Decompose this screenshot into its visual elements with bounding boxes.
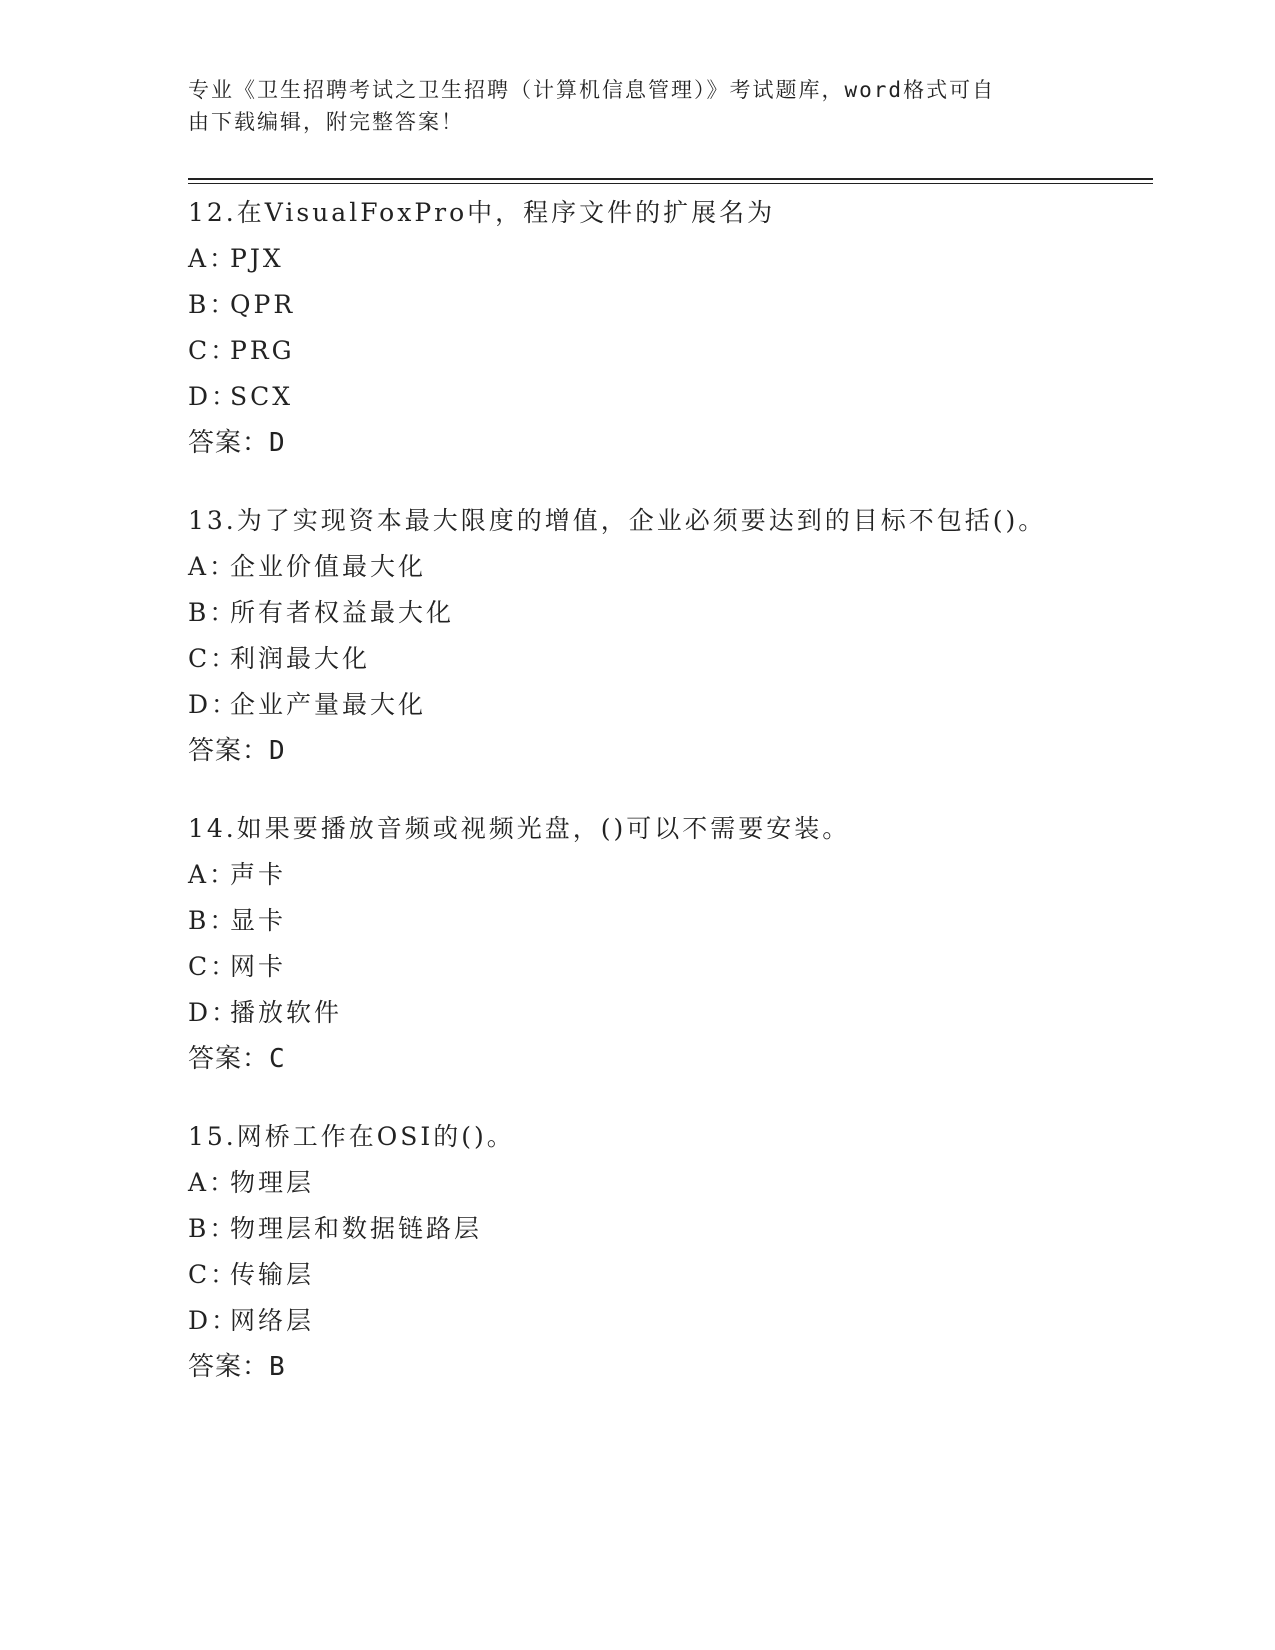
- option-text: QPR: [230, 290, 296, 319]
- option-text: 物理层: [230, 1168, 315, 1197]
- option-c: [188, 328, 1148, 374]
- answer-line: 答案：C: [188, 1044, 286, 1074]
- option-text: 企业价值最大化: [230, 552, 427, 581]
- option-text: 网络层: [230, 1306, 315, 1335]
- option-d: [188, 1298, 1148, 1344]
- option-text: 利润最大化: [230, 644, 371, 673]
- option-letter: A：: [188, 244, 238, 273]
- answer-line: 答案：B: [188, 1352, 286, 1382]
- option-letter: A：: [188, 860, 238, 889]
- option-letter: D：: [188, 382, 240, 411]
- option-letter: B：: [188, 290, 238, 319]
- option-text: 显卡: [230, 906, 287, 935]
- header-line-2: 由下载编辑，附完整答案！: [188, 110, 464, 134]
- option-text: 传输层: [230, 1260, 315, 1289]
- option-text: 企业产量最大化: [230, 690, 427, 719]
- header-rule-thin: [188, 183, 1153, 184]
- option-b: [188, 898, 1148, 944]
- option-a: [188, 236, 1148, 282]
- answer-line: 答案：D: [188, 428, 286, 458]
- option-letter: B：: [188, 598, 238, 627]
- option-letter: B：: [188, 1214, 238, 1243]
- option-text: 物理层和数据链路层: [230, 1214, 483, 1243]
- option-c: [188, 944, 1148, 990]
- option-letter: B：: [188, 906, 238, 935]
- option-letter: A：: [188, 552, 238, 581]
- option-letter: C：: [188, 1260, 239, 1289]
- option-d: [188, 990, 1148, 1036]
- option-text: 所有者权益最大化: [230, 598, 455, 627]
- question-13: [188, 498, 1148, 774]
- option-c: [188, 1252, 1148, 1298]
- option-letter: C：: [188, 644, 239, 673]
- option-text: PJX: [230, 244, 284, 273]
- option-text: 声卡: [230, 860, 287, 889]
- option-letter: C：: [188, 952, 239, 981]
- question-list: [188, 190, 1148, 1422]
- option-b: [188, 590, 1148, 636]
- option-a: [188, 1160, 1148, 1206]
- question-text: 15.网桥工作在OSI的()。: [188, 1122, 515, 1151]
- option-d: [188, 682, 1148, 728]
- option-d: [188, 374, 1148, 420]
- header-line-1: 专业《卫生招聘考试之卫生招聘（计算机信息管理）》考试题库，word格式可自: [188, 78, 996, 102]
- question-15: [188, 1114, 1148, 1390]
- question-text: 12.在VisualFoxPro中，程序文件的扩展名为: [188, 198, 776, 227]
- option-letter: D：: [188, 998, 240, 1027]
- header-rule-thick: [188, 178, 1153, 180]
- option-letter: D：: [188, 690, 240, 719]
- option-letter: D：: [188, 1306, 240, 1335]
- option-b: [188, 282, 1148, 328]
- option-text: 播放软件: [230, 998, 343, 1027]
- question-text: 14.如果要播放音频或视频光盘，()可以不需要安装。: [188, 814, 851, 843]
- option-c: [188, 636, 1148, 682]
- option-b: [188, 1206, 1148, 1252]
- option-text: SCX: [230, 382, 294, 411]
- option-a: [188, 852, 1148, 898]
- document-header: [188, 74, 1068, 138]
- question-14: [188, 806, 1148, 1082]
- answer-line: 答案：D: [188, 736, 286, 766]
- option-a: [188, 544, 1148, 590]
- question-text: 13.为了实现资本最大限度的增值，企业必须要达到的目标不包括()。: [188, 506, 1047, 535]
- option-text: PRG: [230, 336, 295, 365]
- option-letter: A：: [188, 1168, 238, 1197]
- option-text: 网卡: [230, 952, 287, 981]
- option-letter: C：: [188, 336, 239, 365]
- question-12: [188, 190, 1148, 466]
